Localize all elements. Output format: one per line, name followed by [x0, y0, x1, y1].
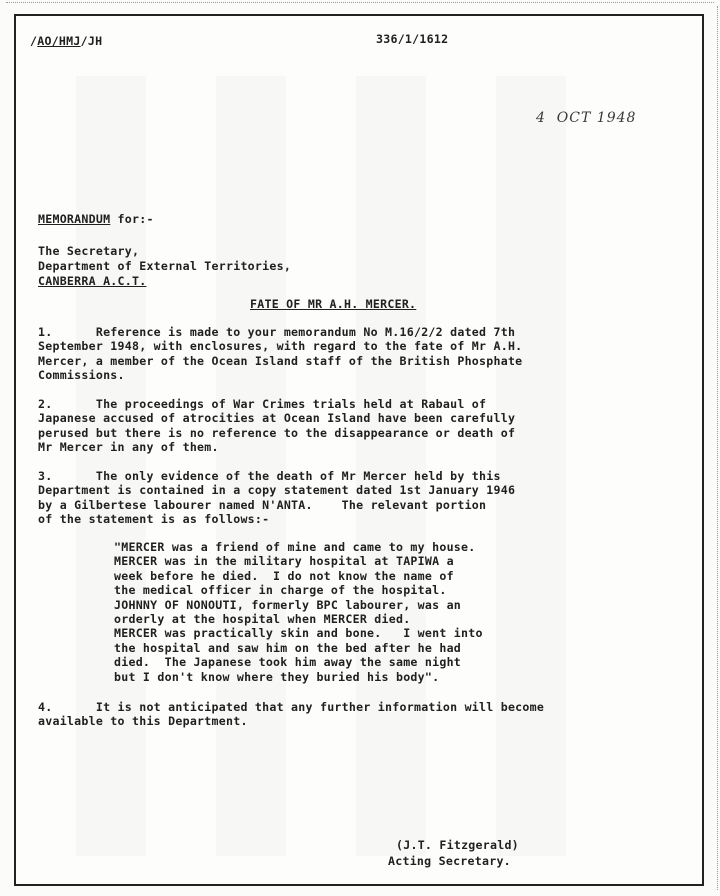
paragraph-1	[38, 325, 522, 383]
paragraph-line: Japanese accused of atrocities at Ocean Island have been carefully	[38, 411, 516, 426]
quoted-statement	[114, 540, 483, 684]
file-number: 336/1/1612	[376, 32, 449, 46]
memo-heading-word: MEMORANDUM	[38, 212, 111, 226]
watermark	[216, 76, 286, 856]
paragraph-line: 4. It is not anticipated that any further information will become	[38, 700, 545, 714]
quote-line: MERCER was in the military hospital at TAPIWA a	[114, 554, 454, 569]
paragraph-line: 3. The only evidence of the death of Mr Mercer held by this	[38, 469, 501, 483]
paragraph-line: of the statement is as follows:-	[38, 512, 270, 527]
paragraph-2	[38, 397, 515, 455]
quote-line: "MERCER was a friend of mine and came to my house.	[114, 540, 476, 554]
paragraph-line: Mr Mercer in any of them.	[38, 440, 219, 455]
memo-heading-suffix: for:-	[110, 212, 154, 226]
reference-suffix: /JH	[80, 34, 103, 48]
address-line: CANBERRA A.C.T.	[38, 274, 147, 288]
quote-line: died. The Japanese took him away the same night	[114, 655, 462, 670]
paragraph-line: Mercer, a member of the Ocean Island staff of the British Phosphate	[38, 353, 523, 368]
reference-initials: AO/HMJ	[37, 34, 81, 48]
scan-border-top	[6, 2, 714, 3]
paragraph-line: perused but there is no reference to the disappearance or death of	[38, 425, 516, 440]
quote-line: week before he died. I do not know the name of	[114, 568, 454, 583]
date-stamp: 4 OCT 1948	[536, 110, 637, 126]
paragraph-line: September 1948, with enclosures, with regard to the fate of Mr A.H.	[38, 339, 523, 354]
quote-line: JOHNNY OF NONOUTI, formerly BPC labourer, was an	[114, 597, 462, 612]
watermark	[76, 76, 146, 856]
quote-line: the medical officer in charge of the hospital.	[114, 583, 447, 598]
reference-code	[30, 34, 102, 48]
watermark	[356, 76, 426, 856]
memo-page	[14, 14, 704, 886]
quote-line: the hospital and saw him on the bed after he had	[114, 640, 462, 655]
paragraph-line: 1. Reference is made to your memorandum No M.16/2/2 dated 7th	[38, 325, 516, 339]
quote-line: MERCER was practically skin and bone. I went into	[114, 626, 483, 641]
paragraph-line: 2. The proceedings of War Crimes trials held at Rabaul of	[38, 397, 487, 411]
quote-line: orderly at the hospital when MERCER died.	[114, 612, 411, 627]
address-line: Department of External Territories,	[38, 259, 292, 273]
paragraph-4	[38, 700, 544, 729]
address-line: The Secretary,	[38, 244, 140, 258]
reference-prefix: /	[30, 34, 38, 48]
signatory-title: Acting Secretary.	[388, 854, 511, 868]
paragraph-line: Commissions.	[38, 368, 125, 383]
quote-line: but I don't know where they buried his body".	[114, 669, 440, 684]
memo-heading	[38, 212, 154, 226]
scan-border-right	[717, 6, 718, 890]
subject-line: FATE OF MR A.H. MERCER.	[250, 297, 417, 311]
watermark	[496, 76, 566, 856]
paragraph-3	[38, 469, 515, 527]
paragraph-line: Department is contained in a copy statement dated 1st January 1946	[38, 483, 516, 498]
paragraph-line: available to this Department.	[38, 714, 248, 729]
paragraph-line: by a Gilbertese labourer named N'ANTA. The relevant portion	[38, 497, 487, 512]
signatory-name: (J.T. Fitzgerald)	[396, 838, 519, 852]
